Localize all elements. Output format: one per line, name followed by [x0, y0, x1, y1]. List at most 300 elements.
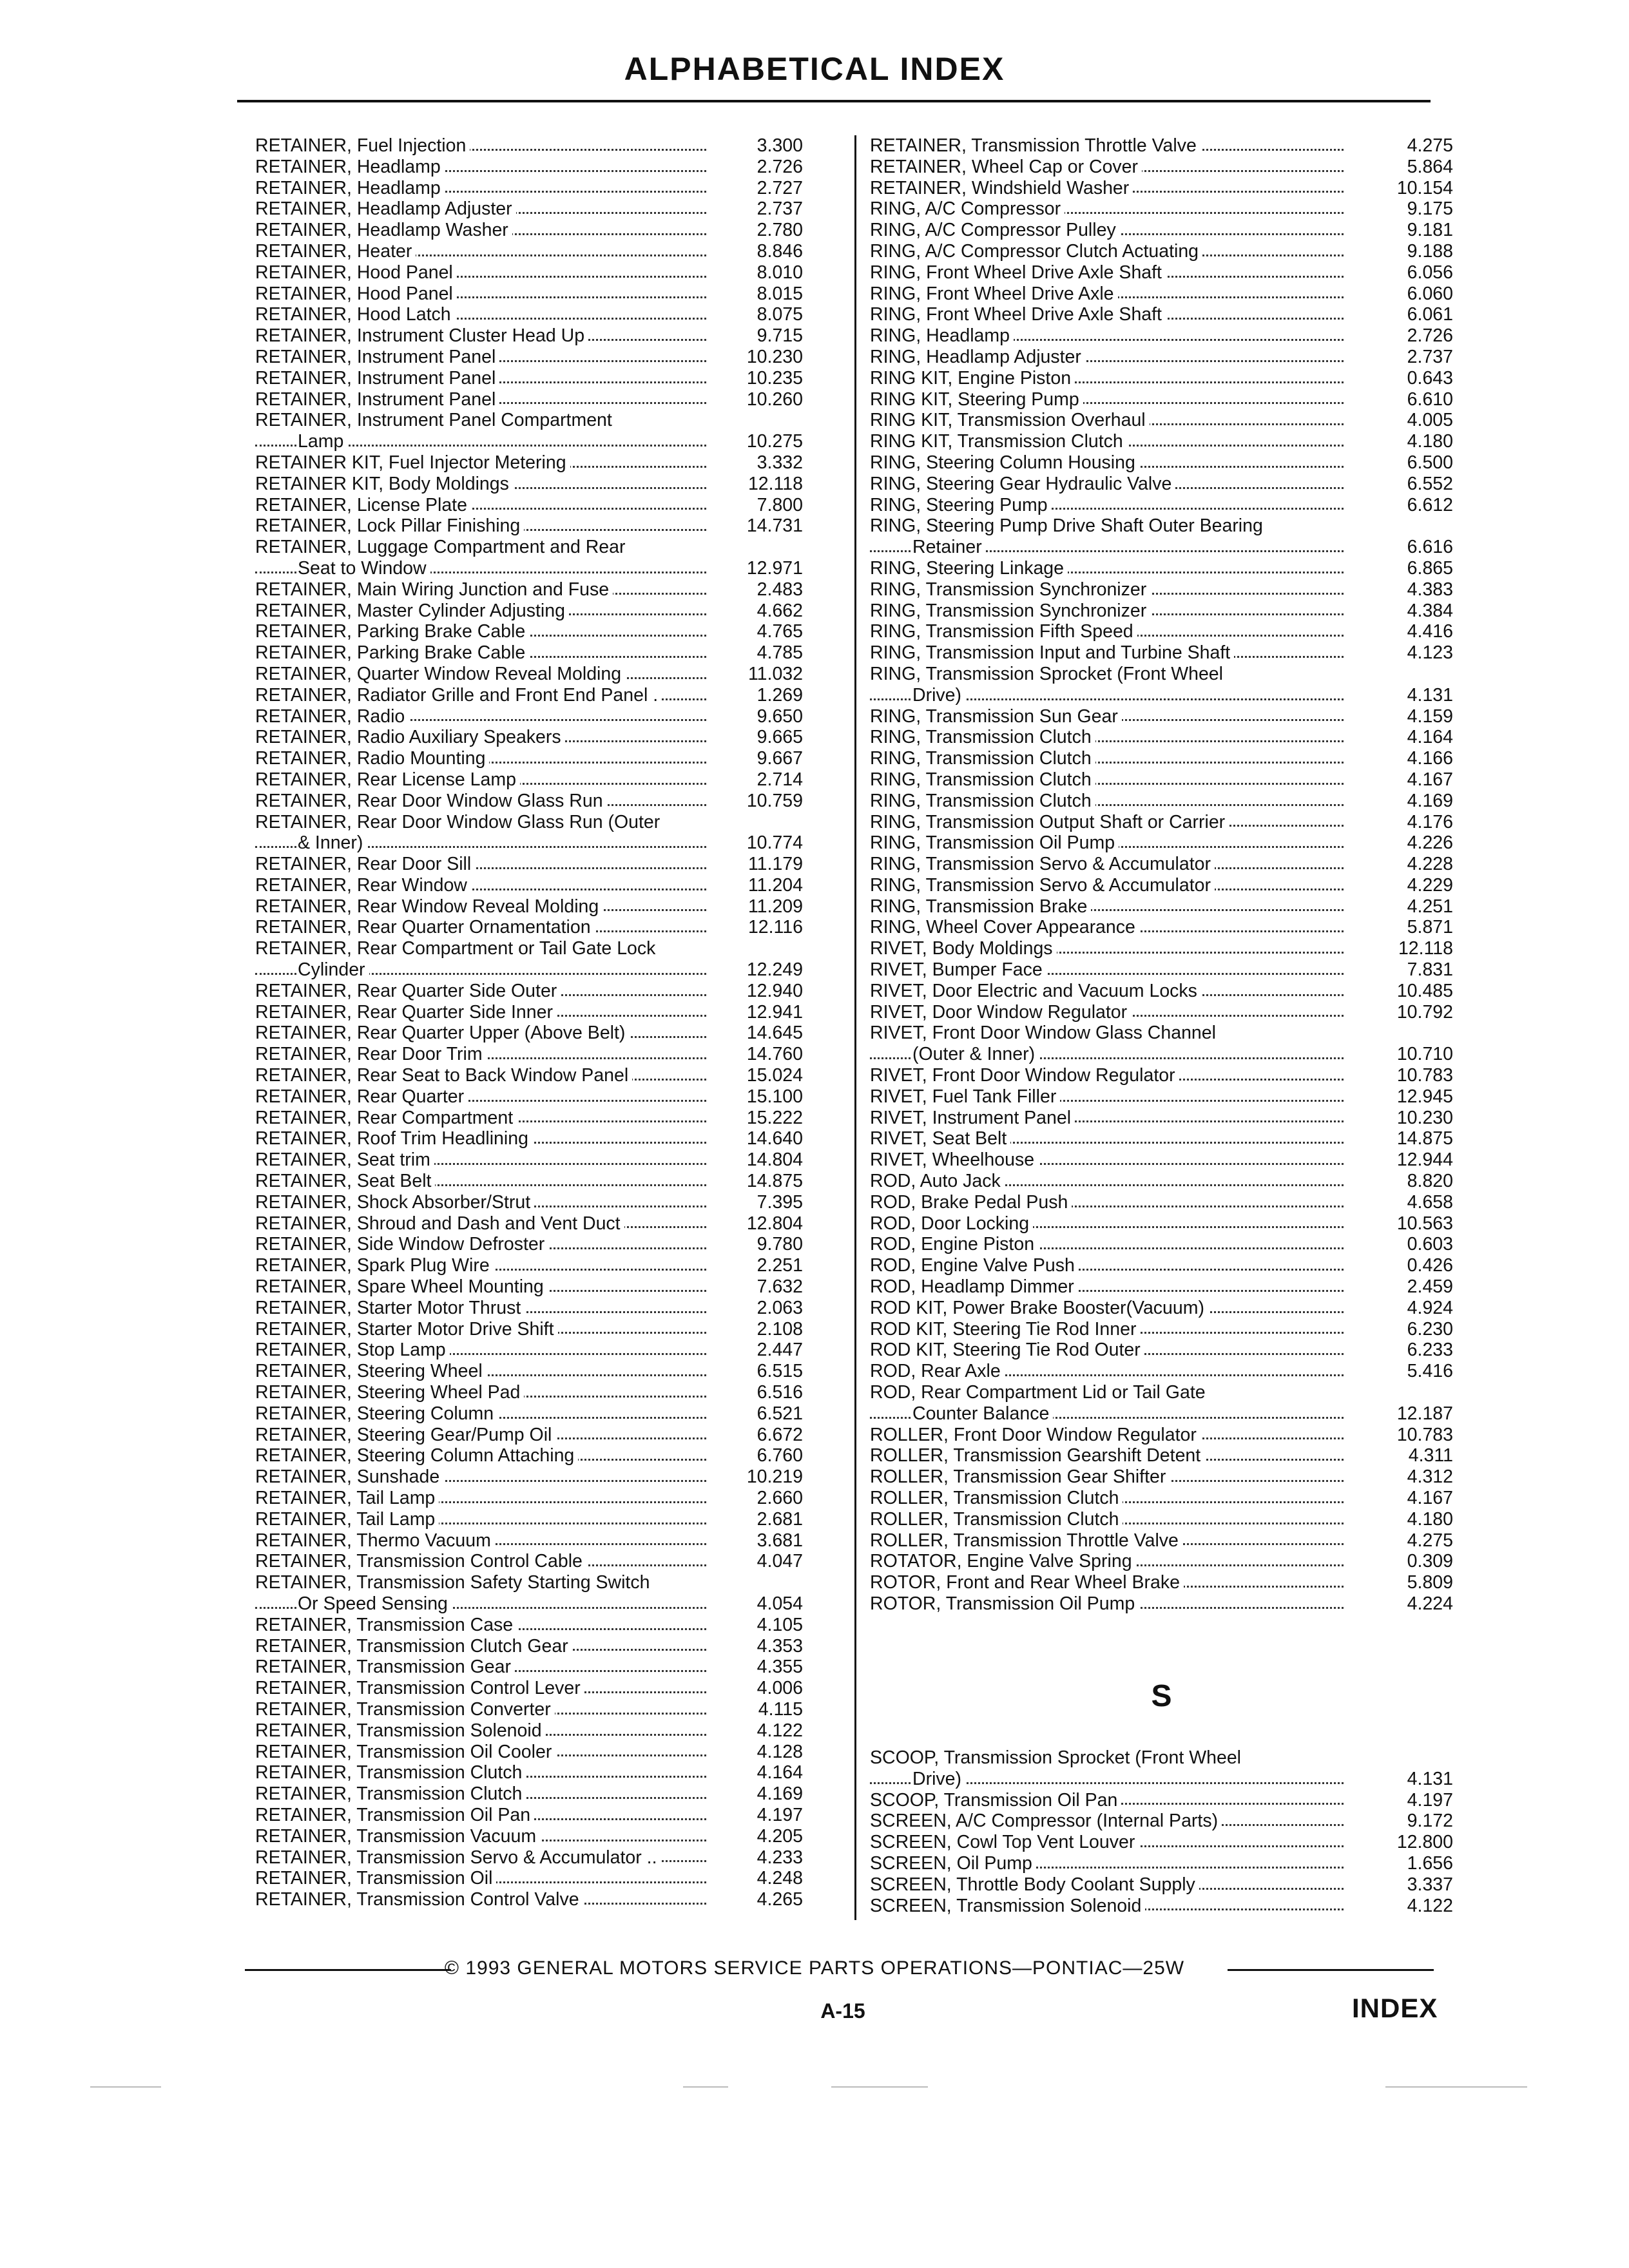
- entry-label: RING, Transmission Synchronizer: [870, 601, 1150, 622]
- left-index-column: [255, 135, 803, 1910]
- entry-label: RETAINER, Transmission Case: [255, 1615, 517, 1636]
- index-entry: [255, 284, 803, 305]
- entry-page-ref: 4.169: [731, 1783, 803, 1805]
- index-entry: [870, 1086, 1453, 1108]
- index-entry: [255, 685, 803, 706]
- entry-page-ref: 6.521: [731, 1403, 803, 1425]
- entry-label: RETAINER, Thermo Vacuum: [255, 1530, 495, 1552]
- entry-label: RETAINER, Steering Wheel Pad: [255, 1382, 524, 1403]
- index-entry: [870, 1340, 1453, 1361]
- entry-page-ref: 4.383: [1376, 579, 1453, 601]
- entry-label: RING, Transmission Brake: [870, 896, 1091, 918]
- index-entry: [870, 601, 1453, 622]
- index-entry: [870, 642, 1453, 664]
- index-entry: [870, 1171, 1453, 1192]
- index-entry: [255, 875, 803, 896]
- entry-label: RETAINER, Roof Trim Headlining: [255, 1128, 532, 1149]
- index-entry: [255, 389, 803, 410]
- entry-label: RETAINER, Wheel Cap or Cover: [870, 157, 1142, 178]
- index-entry: [255, 515, 803, 537]
- entry-page-ref: 4.197: [1376, 1790, 1453, 1811]
- entry-page-ref: 4.115: [731, 1699, 803, 1720]
- index-entry: [870, 981, 1453, 1002]
- entry-page-ref: 6.612: [1376, 495, 1453, 516]
- entry-label: RETAINER, Transmission Oil Pan: [255, 1805, 534, 1826]
- entry-label: RETAINER, Transmission Clutch: [255, 1762, 526, 1783]
- entry-page-ref: 4.128: [731, 1742, 803, 1763]
- entry-label: RETAINER, Master Cylinder Adjusting: [255, 601, 569, 622]
- index-entry: [870, 495, 1453, 516]
- index-entry: [870, 452, 1453, 474]
- index-entry: [255, 1889, 803, 1910]
- index-entry: [255, 1615, 803, 1636]
- entry-page-ref: 4.312: [1376, 1466, 1453, 1488]
- index-entry: [255, 621, 803, 642]
- index-entry: [870, 1425, 1453, 1446]
- index-entry: [870, 748, 1453, 769]
- entry-page-ref: 10.275: [731, 431, 803, 452]
- entry-label: Or Speed Sensing: [298, 1593, 452, 1615]
- index-entry: [870, 1790, 1453, 1811]
- entry-label: RIVET, Door Window Regulator: [870, 1002, 1131, 1023]
- entry-label: RETAINER KIT, Fuel Injector Metering: [255, 452, 570, 474]
- index-entry: [870, 515, 1453, 537]
- entry-label: RETAINER, Transmission Solenoid: [255, 1720, 546, 1742]
- entry-page-ref: 4.226: [1376, 832, 1453, 854]
- entry-page-ref: 9.665: [731, 727, 803, 748]
- entry-page-ref: 4.105: [731, 1615, 803, 1636]
- index-entry: [870, 1769, 1453, 1790]
- entry-label: RETAINER, Rear Door Trim: [255, 1044, 487, 1065]
- entry-page-ref: 10.235: [731, 368, 803, 389]
- entry-label: RING KIT, Steering Pump: [870, 389, 1083, 410]
- entry-label: RETAINER, Lock Pillar Finishing: [255, 515, 524, 537]
- index-entry: [870, 304, 1453, 325]
- index-entry: [255, 812, 803, 833]
- entry-label: Drive): [912, 1769, 965, 1790]
- entry-label: RIVET, Front Door Window Glass Channel: [870, 1023, 1220, 1044]
- index-entry: [870, 938, 1453, 959]
- entry-label: RETAINER, Rear Door Window Glass Run: [255, 791, 607, 812]
- entry-page-ref: 14.645: [731, 1023, 803, 1044]
- entry-page-ref: 5.871: [1376, 917, 1453, 938]
- entry-page-ref: 2.459: [1376, 1276, 1453, 1298]
- index-entry: [255, 854, 803, 875]
- entry-label: RETAINER, Radio Mounting: [255, 748, 489, 769]
- entry-label: SCOOP, Transmission Oil Pan: [870, 1790, 1121, 1811]
- entry-page-ref: 12.800: [1376, 1832, 1453, 1853]
- entry-page-ref: 10.792: [1376, 1002, 1453, 1023]
- entry-page-ref: 12.187: [1376, 1403, 1453, 1425]
- entry-label: RETAINER, Instrument Cluster Head Up: [255, 325, 588, 347]
- entry-page-ref: 4.355: [731, 1657, 803, 1678]
- entry-label: & Inner): [298, 832, 367, 854]
- entry-page-ref: 5.864: [1376, 157, 1453, 178]
- entry-label: RETAINER, Transmission Oil Cooler: [255, 1742, 555, 1763]
- index-entry: [870, 1149, 1453, 1171]
- index-entry: [870, 1213, 1453, 1235]
- entry-page-ref: 8.846: [731, 241, 803, 262]
- index-entry: [255, 1171, 803, 1192]
- index-entry: [255, 1678, 803, 1699]
- index-entry: [255, 198, 803, 220]
- entry-label: ROLLER, Transmission Gear Shifter: [870, 1466, 1170, 1488]
- index-entry: [255, 537, 803, 558]
- index-entry: [870, 1002, 1453, 1023]
- index-entry: [255, 1805, 803, 1826]
- entry-page-ref: 4.131: [1376, 1769, 1453, 1790]
- entry-label: RETAINER, Instrument Panel: [255, 389, 499, 410]
- entry-label: RETAINER, Rear Door Window Glass Run (Outer: [255, 812, 664, 833]
- entry-page-ref: 3.332: [731, 452, 803, 474]
- entry-label: RETAINER, Spark Plug Wire: [255, 1255, 494, 1276]
- index-entry: [870, 685, 1453, 706]
- entry-label: ROD KIT, Steering Tie Rod Outer: [870, 1340, 1144, 1361]
- entry-page-ref: 12.249: [731, 959, 803, 981]
- entry-label: RING, Transmission Clutch: [870, 769, 1095, 791]
- index-entry: [255, 1826, 803, 1847]
- index-entry: [255, 431, 803, 452]
- entry-label: RING, Transmission Sun Gear: [870, 706, 1122, 727]
- entry-page-ref: 4.180: [1376, 1509, 1453, 1530]
- entry-label: RETAINER, Steering Gear/Pump Oil: [255, 1425, 555, 1446]
- entry-label: RING, Steering Pump: [870, 495, 1052, 516]
- index-entry: [870, 241, 1453, 262]
- entry-label: ROLLER, Transmission Clutch: [870, 1488, 1123, 1509]
- entry-label: RETAINER, Rear Door Sill: [255, 854, 475, 875]
- entry-label: RETAINER, Rear Seat to Back Window Panel: [255, 1065, 632, 1086]
- index-entry: [255, 1699, 803, 1720]
- entry-page-ref: 5.809: [1376, 1572, 1453, 1593]
- index-entry: [255, 769, 803, 791]
- index-entry: [870, 1551, 1453, 1572]
- entry-label: Retainer: [912, 537, 986, 558]
- entry-page-ref: 6.760: [731, 1445, 803, 1466]
- entry-label: RETAINER, Transmission Converter: [255, 1699, 555, 1720]
- index-entry: [255, 1783, 803, 1805]
- entry-page-ref: 2.108: [731, 1319, 803, 1340]
- index-entry: [255, 1593, 803, 1615]
- entry-label: RETAINER, Main Wiring Junction and Fuse: [255, 579, 613, 601]
- entry-page-ref: 4.275: [1376, 135, 1453, 157]
- entry-page-ref: 4.265: [731, 1889, 803, 1910]
- entry-label: RETAINER, License Plate: [255, 495, 471, 516]
- entry-page-ref: 14.875: [1376, 1128, 1453, 1149]
- entry-label: RETAINER, Windshield Washer: [870, 178, 1133, 199]
- entry-label: Cylinder: [298, 959, 369, 981]
- index-entry: [255, 1466, 803, 1488]
- entry-label: RETAINER, Radio Auxiliary Speakers: [255, 727, 565, 748]
- index-entry: [870, 220, 1453, 241]
- index-entry: [255, 601, 803, 622]
- entry-page-ref: 3.337: [1376, 1874, 1453, 1896]
- index-entry: [870, 1108, 1453, 1129]
- entry-label: ROLLER, Transmission Clutch: [870, 1509, 1123, 1530]
- page-number: A-15: [820, 1999, 865, 2023]
- entry-label: RETAINER, Heater: [255, 241, 416, 262]
- entry-label: RIVET, Body Moldings: [870, 938, 1057, 959]
- entry-label: ROD, Rear Axle: [870, 1361, 1005, 1382]
- index-entry: [870, 1234, 1453, 1255]
- index-entry: [870, 854, 1453, 875]
- entry-page-ref: 9.175: [1376, 198, 1453, 220]
- entry-page-ref: 4.205: [731, 1826, 803, 1847]
- entry-label: RETAINER, Transmission Clutch Gear: [255, 1636, 572, 1657]
- index-entry: [255, 1192, 803, 1213]
- entry-label: RING, Transmission Synchronizer: [870, 579, 1150, 601]
- entry-page-ref: 6.230: [1376, 1319, 1453, 1340]
- index-entry: [870, 1853, 1453, 1874]
- index-entry: [870, 410, 1453, 431]
- entry-page-ref: 12.118: [731, 474, 803, 495]
- entry-page-ref: 10.154: [1376, 178, 1453, 199]
- entry-label: RETAINER, Instrument Panel Compartment: [255, 410, 616, 431]
- index-entry: [870, 727, 1453, 748]
- entry-label: RING, Front Wheel Drive Axle Shaft: [870, 262, 1166, 284]
- index-entry: [255, 1065, 803, 1086]
- entry-label: ROLLER, Transmission Throttle Valve: [870, 1530, 1182, 1552]
- index-entry: [255, 1340, 803, 1361]
- entry-page-ref: 6.500: [1376, 452, 1453, 474]
- index-entry: [255, 241, 803, 262]
- entry-page-ref: 15.222: [731, 1108, 803, 1129]
- entry-page-ref: 8.075: [731, 304, 803, 325]
- entry-page-ref: 4.785: [731, 642, 803, 664]
- entry-label: ROD KIT, Steering Tie Rod Inner: [870, 1319, 1140, 1340]
- entry-page-ref: 11.204: [731, 875, 803, 896]
- index-entry: [870, 1023, 1453, 1044]
- entry-label: ROD KIT, Power Brake Booster(Vacuum): [870, 1298, 1208, 1319]
- entry-page-ref: 6.061: [1376, 304, 1453, 325]
- entry-page-ref: 4.006: [731, 1678, 803, 1699]
- entry-label: RETAINER, Transmission Control Cable: [255, 1551, 586, 1572]
- index-entry: [255, 1762, 803, 1783]
- entry-label: ROD, Auto Jack: [870, 1171, 1005, 1192]
- index-entry: [870, 325, 1453, 347]
- index-entry: [870, 832, 1453, 854]
- index-entry: [255, 135, 803, 157]
- entry-label: RETAINER, Stop Lamp: [255, 1340, 450, 1361]
- index-entry: [255, 262, 803, 284]
- entry-label: ROD, Engine Valve Push: [870, 1255, 1079, 1276]
- entry-label: RETAINER, Transmission Control Valve: [255, 1889, 583, 1910]
- entry-label: RETAINER, Transmission Servo & Accumulator ..: [255, 1847, 661, 1869]
- entry-label: RETAINER, Luggage Compartment and Rear: [255, 537, 630, 558]
- entry-page-ref: 6.060: [1376, 284, 1453, 305]
- index-entry: [255, 579, 803, 601]
- entry-page-ref: 4.169: [1376, 791, 1453, 812]
- entry-page-ref: 9.181: [1376, 220, 1453, 241]
- entry-page-ref: 2.780: [731, 220, 803, 241]
- entry-page-ref: 2.660: [731, 1488, 803, 1509]
- entry-page-ref: 4.924: [1376, 1298, 1453, 1319]
- entry-label: ROTOR, Transmission Oil Pump: [870, 1593, 1139, 1615]
- entry-page-ref: 10.783: [1376, 1425, 1453, 1446]
- index-entry: [870, 558, 1453, 579]
- entry-page-ref: 2.483: [731, 579, 803, 601]
- entry-label: RETAINER, Transmission Clutch: [255, 1783, 526, 1805]
- entry-label: ROD, Engine Piston: [870, 1234, 1038, 1255]
- entry-label: RING, Transmission Clutch: [870, 748, 1095, 769]
- index-entry: [255, 917, 803, 938]
- entry-page-ref: 4.122: [1376, 1896, 1453, 1917]
- entry-page-ref: 15.024: [731, 1065, 803, 1086]
- entry-label: RING, Transmission Oil Pump: [870, 832, 1119, 854]
- scan-artifact: [831, 2086, 928, 2088]
- index-entry: [255, 410, 803, 431]
- entry-label: RIVET, Seat Belt: [870, 1128, 1010, 1149]
- entry-label: RETAINER, Transmission Control Lever: [255, 1678, 584, 1699]
- entry-label: Lamp: [298, 431, 347, 452]
- index-entry: [870, 579, 1453, 601]
- entry-label: RING, Wheel Cover Appearance: [870, 917, 1139, 938]
- entry-label: RING, Transmission Sprocket (Front Wheel: [870, 664, 1227, 685]
- index-entry: [255, 896, 803, 918]
- entry-label: RETAINER, Headlamp Washer: [255, 220, 512, 241]
- entry-label: ROLLER, Transmission Gearshift Detent: [870, 1445, 1204, 1466]
- entry-label: RETAINER, Steering Column Attaching: [255, 1445, 578, 1466]
- entry-page-ref: 2.063: [731, 1298, 803, 1319]
- entry-label: RING, Steering Column Housing: [870, 452, 1139, 474]
- entry-label: RIVET, Door Electric and Vacuum Locks: [870, 981, 1201, 1002]
- entry-page-ref: 10.710: [1376, 1044, 1453, 1065]
- entry-label: RETAINER, Seat trim: [255, 1149, 434, 1171]
- index-entry: [870, 917, 1453, 938]
- entry-label: RING, A/C Compressor Pulley: [870, 220, 1120, 241]
- entry-page-ref: 7.800: [731, 495, 803, 516]
- index-entry: [870, 1832, 1453, 1853]
- index-entry: [255, 1128, 803, 1149]
- entry-page-ref: 5.416: [1376, 1361, 1453, 1382]
- index-entry: [870, 875, 1453, 896]
- index-entry: [870, 791, 1453, 812]
- index-entry: [870, 135, 1453, 157]
- entry-label: SCREEN, Oil Pump: [870, 1853, 1036, 1874]
- entry-label: RETAINER, Rear Quarter: [255, 1086, 468, 1108]
- entry-page-ref: 4.166: [1376, 748, 1453, 769]
- entry-label: RETAINER, Steering Wheel: [255, 1361, 487, 1382]
- entry-page-ref: 2.727: [731, 178, 803, 199]
- entry-page-ref: 10.260: [731, 389, 803, 410]
- entry-label: RING, Transmission Servo & Accumulator: [870, 854, 1215, 875]
- entry-label: RING, Front Wheel Drive Axle Shaft: [870, 304, 1166, 325]
- entry-label: RIVET, Fuel Tank Filler: [870, 1086, 1060, 1108]
- entry-label: SCREEN, Throttle Body Coolant Supply: [870, 1874, 1199, 1896]
- entry-label: RETAINER, Rear License Lamp: [255, 769, 520, 791]
- entry-label: RETAINER, Headlamp Adjuster: [255, 198, 516, 220]
- entry-label: RETAINER, Seat Belt: [255, 1171, 435, 1192]
- index-entry: [255, 706, 803, 727]
- entry-label: RETAINER, Headlamp: [255, 157, 445, 178]
- entry-page-ref: 10.230: [1376, 1108, 1453, 1129]
- title-rule: [237, 100, 1431, 102]
- entry-page-ref: 4.167: [1376, 769, 1453, 791]
- entry-page-ref: 12.941: [731, 1002, 803, 1023]
- index-entry: [255, 558, 803, 579]
- index-entry: [255, 474, 803, 495]
- entry-label: RETAINER, Spare Wheel Mounting: [255, 1276, 548, 1298]
- index-entry: [255, 178, 803, 199]
- index-entry: [255, 1636, 803, 1657]
- entry-page-ref: 12.804: [731, 1213, 803, 1235]
- section-index-label: INDEX: [1352, 1993, 1438, 2023]
- entry-label: RING KIT, Transmission Clutch: [870, 431, 1127, 452]
- scan-artifact: [1385, 2086, 1527, 2088]
- entry-label: RING, Headlamp Adjuster: [870, 347, 1085, 368]
- index-entry: [870, 284, 1453, 305]
- entry-page-ref: 2.726: [731, 157, 803, 178]
- entry-page-ref: 9.650: [731, 706, 803, 727]
- entry-label: SCREEN, Cowl Top Vent Louver: [870, 1832, 1139, 1853]
- entry-page-ref: 4.197: [731, 1805, 803, 1826]
- index-entry: [870, 1747, 1453, 1769]
- entry-label: RING, Transmission Clutch: [870, 791, 1095, 812]
- entry-label: RING, Headlamp: [870, 325, 1014, 347]
- entry-label: Seat to Window: [298, 558, 430, 579]
- index-entry: [255, 1445, 803, 1466]
- entry-label: RETAINER, Steering Column: [255, 1403, 497, 1425]
- entry-label: RETAINER, Hood Panel: [255, 262, 457, 284]
- entry-label: RETAINER, Transmission Throttle Valve: [870, 135, 1200, 157]
- entry-page-ref: 2.726: [1376, 325, 1453, 347]
- index-entry: [870, 431, 1453, 452]
- index-entry: [870, 1593, 1453, 1615]
- entry-page-ref: 9.780: [731, 1234, 803, 1255]
- entry-label: RETAINER, Fuel Injection: [255, 135, 470, 157]
- index-entry: [255, 495, 803, 516]
- entry-page-ref: 4.167: [1376, 1488, 1453, 1509]
- entry-label: ROD, Headlamp Dimmer: [870, 1276, 1078, 1298]
- entry-label: RETAINER, Rear Compartment or Tail Gate Lock: [255, 938, 659, 959]
- entry-page-ref: 14.760: [731, 1044, 803, 1065]
- entry-page-ref: 7.632: [731, 1276, 803, 1298]
- index-entry: [255, 791, 803, 812]
- entry-page-ref: 2.737: [1376, 347, 1453, 368]
- entry-page-ref: 4.275: [1376, 1530, 1453, 1552]
- index-entry: [255, 1488, 803, 1509]
- entry-label: RING KIT, Transmission Overhaul: [870, 410, 1150, 431]
- entry-label: RING, Front Wheel Drive Axle: [870, 284, 1118, 305]
- entry-page-ref: 4.248: [731, 1868, 803, 1889]
- entry-label: RING, A/C Compressor Clutch Actuating: [870, 241, 1202, 262]
- index-entry: [870, 1572, 1453, 1593]
- entry-page-ref: 4.176: [1376, 812, 1453, 833]
- index-entry: [870, 347, 1453, 368]
- entry-page-ref: 3.300: [731, 135, 803, 157]
- entry-page-ref: 4.224: [1376, 1593, 1453, 1615]
- entry-label: RING, A/C Compressor: [870, 198, 1065, 220]
- index-entry: [255, 1572, 803, 1593]
- entry-page-ref: 2.737: [731, 198, 803, 220]
- entry-page-ref: 12.945: [1376, 1086, 1453, 1108]
- index-entry: [870, 178, 1453, 199]
- scan-artifact: [90, 2086, 161, 2088]
- entry-label: ROD, Door Locking: [870, 1213, 1033, 1235]
- index-entry: [255, 1361, 803, 1382]
- entry-page-ref: 0.603: [1376, 1234, 1453, 1255]
- index-entry: [870, 1445, 1453, 1466]
- entry-page-ref: 1.656: [1376, 1853, 1453, 1874]
- entry-page-ref: 8.820: [1376, 1171, 1453, 1192]
- index-entry: [255, 220, 803, 241]
- entry-page-ref: 6.616: [1376, 537, 1453, 558]
- index-entry: [870, 537, 1453, 558]
- entry-page-ref: 11.032: [731, 664, 803, 685]
- index-entry: [870, 1361, 1453, 1382]
- entry-page-ref: 2.681: [731, 1509, 803, 1530]
- entry-page-ref: 14.875: [731, 1171, 803, 1192]
- index-entry: [870, 474, 1453, 495]
